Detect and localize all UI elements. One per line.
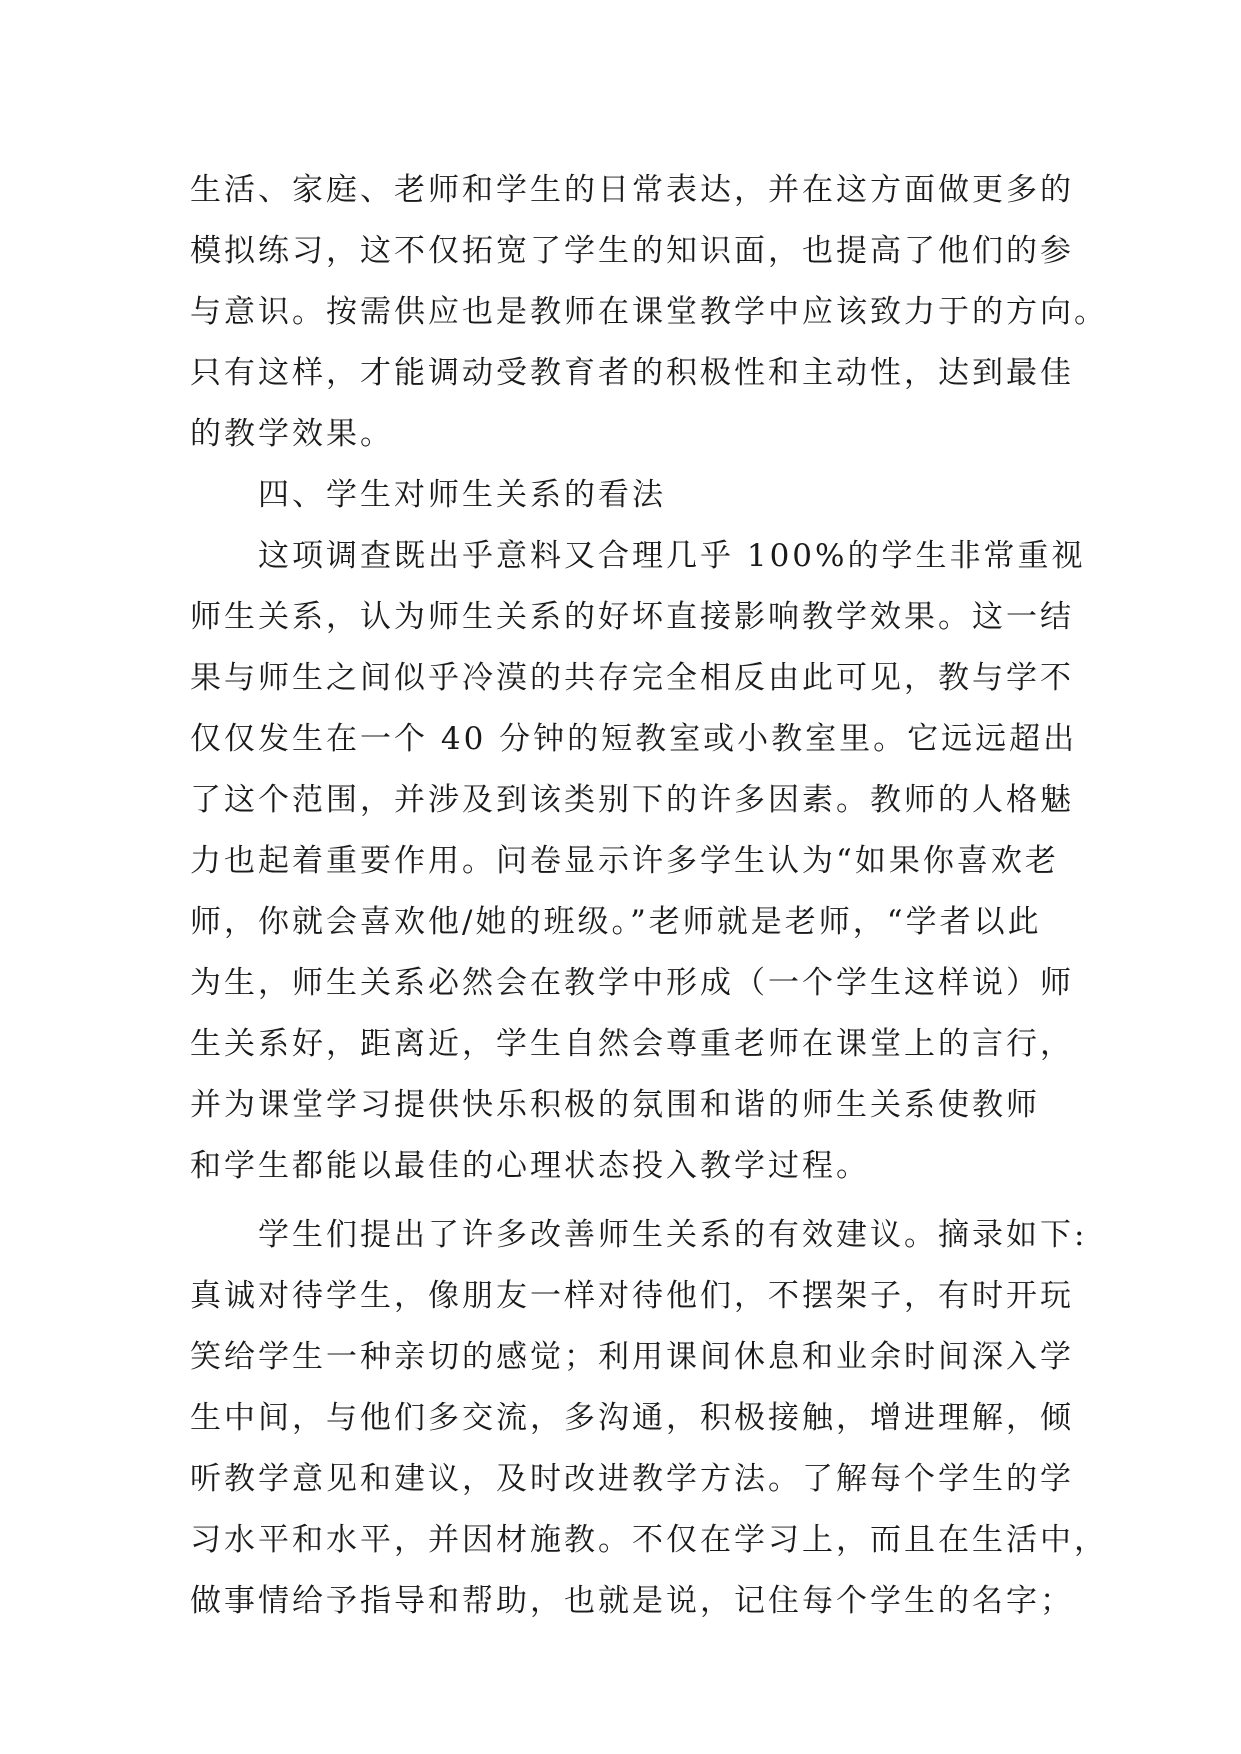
text-line: 了这个范围，并涉及到该类别下的许多因素。教师的人格魅: [190, 782, 1074, 818]
text-line: 果与师生之间似乎冷漠的共存完全相反由此可见，教与学不: [190, 660, 1074, 696]
text-line: 与意识。按需供应也是教师在课堂教学中应该致力于的方向。: [190, 294, 1108, 330]
text-line: 笑给学生一种亲切的感觉；利用课间休息和业余时间深入学: [190, 1339, 1074, 1375]
text-line: 为生，师生关系必然会在教学中形成（一个学生这样说）师: [190, 965, 1074, 1001]
body-text: [190, 160, 1108, 1632]
text-line: 习水平和水平，并因材施教。不仅在学习上，而且在生活中，: [190, 1522, 1108, 1558]
text-line: 力也起着重要作用。问卷显示许多学生认为“如果你喜欢老: [190, 843, 1059, 879]
text-line: 真诚对待学生，像朋友一样对待他们，不摆架子，有时开玩: [190, 1278, 1074, 1314]
text-line: 模拟练习，这不仅拓宽了学生的知识面，也提高了他们的参: [190, 233, 1074, 269]
text-line: 只有这样，才能调动受教育者的积极性和主动性，达到最佳: [190, 355, 1074, 391]
text-line: 师，你就会喜欢他/她的班级。”老师就是老师，“学者以此: [190, 904, 1042, 940]
section-heading: 四、学生对师生关系的看法: [258, 477, 666, 513]
text-line: 听教学意见和建议，及时改进教学方法。了解每个学生的学: [190, 1461, 1074, 1497]
text-line: 师生关系，认为师生关系的好坏直接影响教学效果。这一结: [190, 599, 1074, 635]
text-line: 学生们提出了许多改善师生关系的有效建议。摘录如下:: [258, 1217, 1088, 1253]
text-line: 的教学效果。: [190, 416, 394, 452]
text-line: 仅仅发生在一个 40 分钟的短教室或小教室里。它远远超出: [190, 721, 1078, 757]
text-line: 和学生都能以最佳的心理状态投入教学过程。: [190, 1148, 870, 1184]
text-line: 并为课堂学习提供快乐积极的氛围和谐的师生关系使教师: [190, 1087, 1040, 1123]
text-line: 生关系好，距离近，学生自然会尊重老师在课堂上的言行，: [190, 1026, 1074, 1062]
text-line: 生中间，与他们多交流，多沟通，积极接触，增进理解，倾: [190, 1400, 1074, 1436]
text-line: 生活、家庭、老师和学生的日常表达，并在这方面做更多的: [190, 172, 1074, 208]
text-line: 做事情给予指导和帮助，也就是说，记住每个学生的名字；: [190, 1583, 1074, 1619]
text-line: 这项调查既出乎意料又合理几乎 100%的学生非常重视: [258, 538, 1086, 574]
